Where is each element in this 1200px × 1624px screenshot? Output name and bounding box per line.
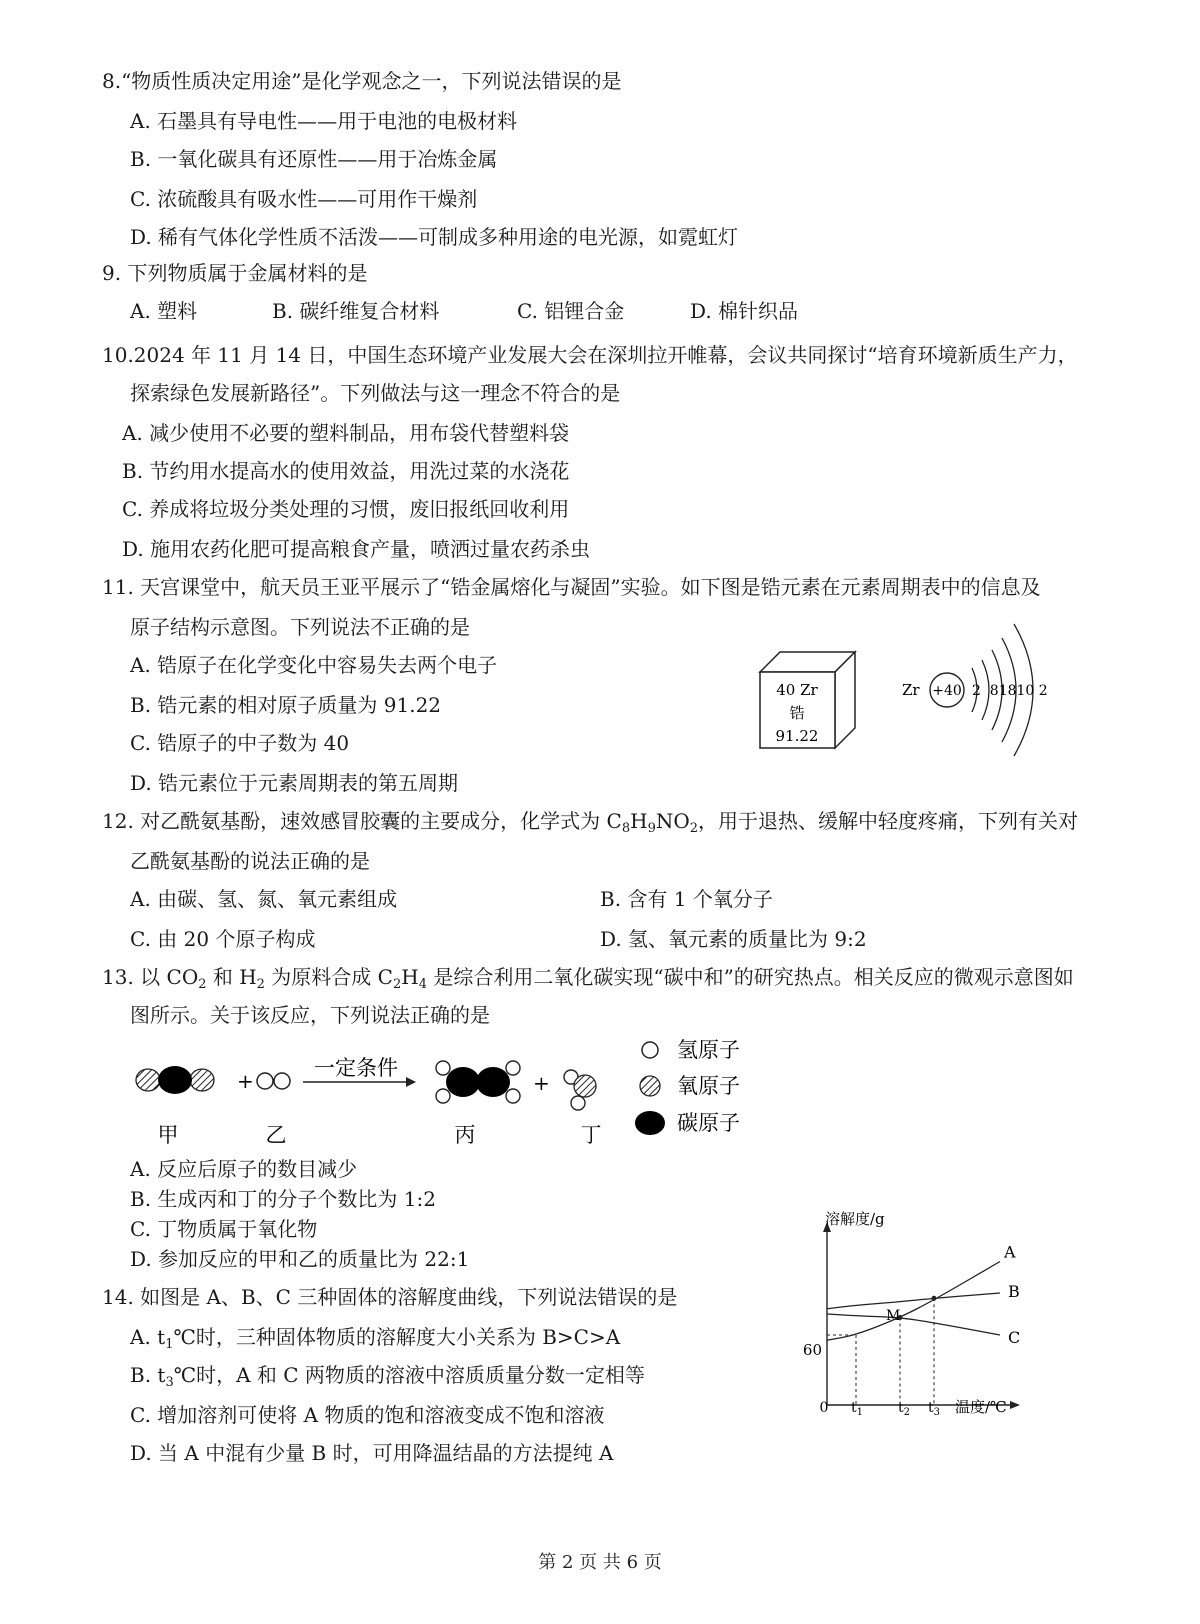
molecule-jia: [136, 1066, 214, 1094]
reaction-condition: 一定条件: [314, 1056, 398, 1080]
solubility-chart: [790, 1200, 1050, 1440]
q8-stem: 8.“物质性质决定用途”是化学观念之一，下列说法错误的是: [102, 69, 622, 93]
q13-option-a: A. 反应后原子的数目减少: [130, 1157, 358, 1181]
x-tick-t2: $t_2$: [898, 1400, 911, 1418]
q13-stem-line1: [102, 962, 1074, 992]
intersection-point-1: [932, 1296, 937, 1301]
q12-option-d: D. 氢、氧元素的质量比为 9:2: [600, 927, 867, 951]
q12-option-a: A. 由碳、氢、氮、氧元素组成: [130, 887, 398, 911]
x-axis-arrow: [1010, 1401, 1020, 1409]
q14-b-post: ℃时，A 和 C 两物质的溶液中溶质质量分数一定相等: [173, 1363, 645, 1387]
element-number-symbol: 40 Zr: [776, 681, 818, 699]
plus-sign-1: +: [237, 1069, 254, 1093]
label-bing: 丙: [454, 1123, 476, 1147]
page-footer: 第 2 页 共 6 页: [538, 1552, 662, 1573]
q9-option-d: D. 棉针织品: [690, 299, 799, 323]
legend-hydrogen-icon: [642, 1042, 658, 1058]
x-tick-t1: $t_1$: [851, 1400, 864, 1418]
chart-y-label: 溶解度/g: [825, 1210, 885, 1228]
q9-option-b: B. 碳纤维复合材料: [272, 299, 440, 323]
legend-carbon-icon: [635, 1111, 665, 1135]
q14-stem: 14. 如图是 A、B、C 三种固体的溶解度曲线，下列说法错误的是: [102, 1285, 678, 1309]
q14-option-c: C. 增加溶剂可使将 A 物质的饱和溶液变成不饱和溶液: [130, 1403, 605, 1427]
q14-option-d: D. 当 A 中混有少量 B 时，可用降温结晶的方法提纯 A: [130, 1441, 614, 1465]
q14-a-post: ℃时，三种固体物质的溶解度大小关系为 B>C>A: [173, 1325, 621, 1349]
q11-stem-line2: 原子结构示意图。下列说法不正确的是: [130, 615, 470, 639]
q12-option-b: B. 含有 1 个氧分子: [600, 887, 773, 911]
curve-label-b: B: [1008, 1282, 1020, 1301]
atom-symbol: Zr: [902, 681, 920, 699]
q10-option-b: B. 节约用水提高水的使用效益，用洗过菜的水浇花: [122, 459, 570, 483]
q13-option-b: B. 生成丙和丁的分子个数比为 1:2: [130, 1187, 436, 1211]
q12-stem-a: 12. 对乙酰氨基酚，速效感冒胶囊的主要成分，化学式为 C: [102, 809, 622, 833]
q14-b-sub: 3: [165, 1375, 174, 1390]
q13-option-d: D. 参加反应的甲和乙的质量比为 22:1: [130, 1247, 470, 1271]
q8-option-c: C. 浓硫酸具有吸水性——可用作干燥剂: [130, 187, 478, 211]
q14-option-b: [130, 1360, 645, 1390]
curve-label-c: C: [1008, 1328, 1021, 1347]
q13-p1: 13. 以 CO: [102, 965, 199, 989]
arrow-head: [406, 1077, 416, 1087]
q8-option-a: A. 石墨具有导电性——用于电池的电极材料: [130, 109, 518, 133]
legend-carbon-label: 碳原子: [677, 1111, 740, 1135]
q11-option-a: A. 锆原子在化学变化中容易失去两个电子: [130, 653, 498, 677]
molecule-yi: [257, 1073, 290, 1089]
q13-p4: H: [401, 965, 419, 989]
q13-stem-line2: 图所示。关于该反应，下列说法正确的是: [130, 1003, 490, 1027]
q14-a-sub: 1: [165, 1337, 174, 1352]
q8-option-b: B. 一氧化碳具有还原性——用于冶炼金属: [130, 147, 498, 171]
q12-stem-b: ，用于退热、缓解中轻度疼痛，下列有关对: [698, 809, 1079, 833]
q12-option-c: C. 由 20 个原子构成: [130, 927, 316, 951]
nucleus-charge: +40: [932, 683, 962, 699]
q11-option-c: C. 锆原子的中子数为 40: [130, 731, 350, 755]
curve-label-a: A: [1004, 1242, 1016, 1262]
plus-sign-2: +: [533, 1071, 550, 1095]
x-tick-0: 0: [819, 1400, 829, 1416]
q13-s4: 4: [418, 977, 427, 992]
reaction-diagram: [120, 1030, 800, 1160]
label-ding: 丁: [580, 1123, 602, 1147]
chart-x-label: 温度/℃: [955, 1398, 1007, 1416]
y-tick-60: 60: [802, 1341, 822, 1359]
q10-stem-line2: 探索绿色发展新路径”。下列做法与这一理念不符合的是: [130, 381, 621, 405]
element-mass: 91.22: [775, 727, 819, 745]
label-yi: 乙: [265, 1123, 287, 1147]
x-tick-t3: $t_3$: [928, 1400, 941, 1418]
q11-stem-line1: 11. 天宫课堂中，航天员王亚平展示了“锆金属熔化与凝固”实验。如下图是锆元素在元素周期表中的信息及: [102, 575, 1041, 599]
q12-no: NO: [655, 809, 690, 833]
q13-s1: 2: [198, 977, 207, 992]
legend-hydrogen-label: 氢原子: [677, 1038, 740, 1062]
q11-option-d: D. 锆元素位于元素周期表的第五周期: [130, 771, 459, 795]
q8-option-d: D. 稀有气体化学性质不活泼——可制成多种用途的电光源，如霓虹灯: [130, 225, 739, 249]
q14-b-pre: B. t: [130, 1363, 166, 1387]
molecule-ding: [564, 1070, 596, 1110]
q10-stem-line1: 10.2024 年 11 月 14 日，中国生态环境产业发展大会在深圳拉开帷幕，会议共同探讨“培育环境新质生产力，: [102, 343, 1078, 367]
q14-a-pre: A. t: [130, 1325, 166, 1349]
q12-sub-9: 9: [647, 821, 656, 836]
q14-option-a: [130, 1322, 620, 1352]
q13-p2: 和 H: [206, 965, 257, 989]
electron-counts: 2 81810 2: [972, 683, 1048, 699]
element-name: 锆: [789, 704, 805, 722]
curve-b: [827, 1293, 1000, 1309]
q10-option-a: A. 减少使用不必要的塑料制品，用布袋代替塑料袋: [122, 421, 570, 445]
q13-s2: 2: [256, 977, 265, 992]
legend-oxygen-label: 氧原子: [677, 1074, 740, 1098]
q12-stem-line2: 乙酰氨基酚的说法正确的是: [130, 849, 370, 873]
q12-stem-line1: [102, 806, 1078, 836]
legend-oxygen-icon: [640, 1076, 660, 1096]
q13-s3: 2: [392, 977, 402, 992]
q10-option-c: C. 养成将垃圾分类处理的习惯，废旧报纸回收利用: [122, 497, 570, 521]
q9-option-a: A. 塑料: [130, 299, 198, 323]
atom-structure-figure: [890, 610, 1090, 770]
q9-option-c: C. 铝锂合金: [517, 299, 625, 323]
q12-sub-2: 2: [689, 821, 699, 836]
q10-option-d: D. 施用农药化肥可提高粮食产量，喷洒过量农药杀虫: [122, 537, 591, 561]
curve-c: [827, 1314, 1000, 1335]
q13-p3: 为原料合成 C: [264, 965, 393, 989]
q9-stem: 9. 下列物质属于金属材料的是: [102, 261, 368, 285]
point-m-label: M: [886, 1308, 901, 1324]
molecule-bing: [436, 1061, 520, 1103]
q12-sub-8: 8: [621, 821, 631, 836]
q11-option-b: B. 锆元素的相对原子质量为 91.22: [130, 693, 442, 717]
q13-p5: 是综合利用二氧化碳实现“碳中和”的研究热点。相关反应的微观示意图如: [427, 965, 1074, 989]
q13-option-c: C. 丁物质属于氧化物: [130, 1217, 318, 1241]
element-box-figure: [755, 650, 865, 760]
label-jia: 甲: [157, 1123, 179, 1147]
q12-h: H: [630, 809, 648, 833]
